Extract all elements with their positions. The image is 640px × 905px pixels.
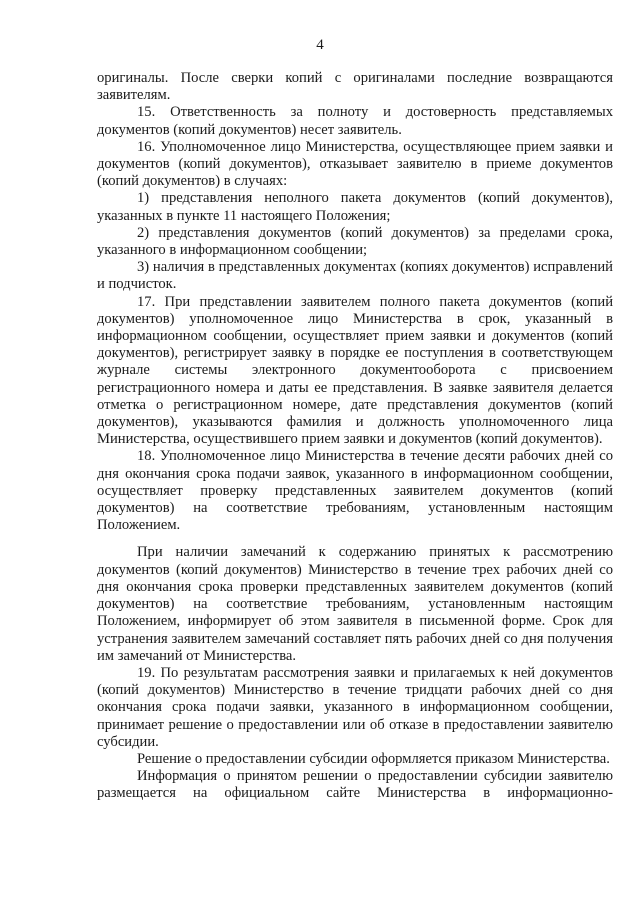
paragraph-remarks: При наличии замечаний к содержанию принятых к рассмотрению документов (копий документов) Министерство в течение трех рабочих дней со дня окончания срока проверки представленных заявителем документов (копий документов) на соответствие требованиям, установленным настоящим Положением, информирует об этом заявителя в письменной форме. Срок для устранения заявителем замечаний составляет пять рабочих дней со дня получения им замечаний от Министерства. — [97, 544, 613, 664]
paragraph-16-item-2: 2) представления документов (копий документов) за пределами срока, указанного в информационном сообщении; — [97, 224, 613, 259]
paragraph-18: 18. Уполномоченное лицо Министерства в течение десяти рабочих дней со дня окончания срока подачи заявок, указанного в информационном сообщении, осуществляет проверку представленных заявителем документов (копий документов) на соответствие требованиям, установленным настоящим Положением. — [97, 448, 613, 534]
page-number: 4 — [316, 37, 324, 53]
paragraph-17: 17. При представлении заявителем полного пакета документов (копий документов) уполномоченное лицо Министерства в срок, указанный в информационном сообщении, осуществляет прием заявки и документов (копий документов), регистрирует заявку в порядке ее поступления в соответствующем журнале системы электронного документооборота с присвоением регистрационного номера и даты ее представления. В заявке заявителя делается отметка о регистрационном номере, дате представления документов (копий документов), указываются фамилия и должность уполномоченного лица Министерства, осуществившего прием заявки и документов (копий документов). — [97, 293, 613, 448]
paragraph-decision-order: Решение о предоставлении субсидии оформляется приказом Министерства. — [137, 750, 610, 767]
paragraph-16: 16. Уполномоченное лицо Министерства, осуществляющее прием заявки и документов (копий документов), отказывает заявителю в приеме документов (копий документов) в случаях: — [97, 138, 613, 190]
paragraph-information-published: Информация о принятом решении о предоставлении субсидии заявителю размещается на официальном сайте Министерства в информационно- — [97, 768, 613, 802]
paragraph-16-item-3: 3) наличия в представленных документах (копиях документов) исправлений и подчисток. — [97, 259, 613, 293]
document-body — [97, 70, 613, 803]
paragraph-16-item-1: 1) представления неполного пакета документов (копий документов), указанных в пункте 11 настоящего Положения; — [97, 190, 613, 224]
paragraph-19: 19. По результатам рассмотрения заявки и прилагаемых к ней документов (копий документов) Министерство в течение тридцати рабочих дней со дня окончания срока подачи заявки, указанного в информационном сообщении, принимает решение о предоставлении или об отказе в предоставлении заявителю субсидии. — [97, 664, 613, 750]
paragraph-originals-return: оригиналы. После сверки копий с оригиналами последние возвращаются заявителям. — [97, 70, 613, 104]
paragraph-15: 15. Ответственность за полноту и достоверность представляемых документов (копий документов) несет заявитель. — [97, 104, 613, 138]
